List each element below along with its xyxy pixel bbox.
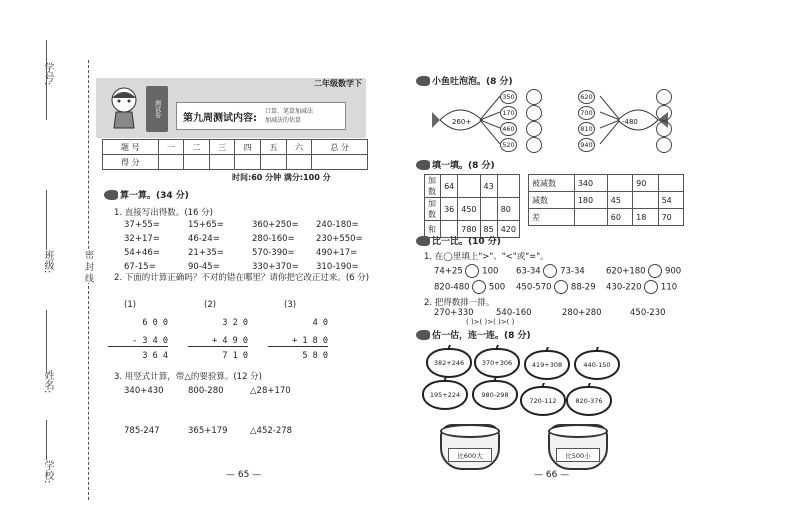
calc-result: 3 6 4 <box>142 351 168 361</box>
q2-label-1: (1) <box>124 300 137 310</box>
score-row-header <box>103 140 368 155</box>
apple-item[interactable]: 980-298 <box>472 380 518 410</box>
answer-circle[interactable] <box>656 89 672 105</box>
basket-rim <box>548 424 608 438</box>
score-cell: 总 分 <box>312 140 368 155</box>
q3-item: △452-278 <box>250 426 293 436</box>
compare-item: 74+25 100 <box>434 264 498 278</box>
name-label: 姓名: <box>42 370 53 394</box>
apple-item[interactable]: 195+224 <box>422 380 468 410</box>
topic-items <box>265 107 313 125</box>
q1-item: 32+17= <box>124 234 160 244</box>
compare-circle[interactable] <box>648 264 662 278</box>
section-4-title: 比一比。(10 分) <box>432 237 501 247</box>
bubble: 170 <box>500 106 517 120</box>
apple-item[interactable]: 382+246 <box>426 348 472 378</box>
topic-item: 加减法的估算 <box>265 117 302 124</box>
bubble: 350 <box>500 90 517 104</box>
compare-item: 450-570 88-29 <box>516 280 596 294</box>
fish-icon <box>416 236 430 246</box>
section-1-title: 算一算。(34 分) <box>120 191 189 201</box>
fish-icon <box>104 190 118 200</box>
apple-item[interactable]: 370+306 <box>474 348 520 378</box>
section-3-title: 填一填。(8 分) <box>432 161 495 171</box>
score-cell[interactable] <box>209 155 235 170</box>
answer-circle[interactable] <box>526 105 542 121</box>
q1-item: 21+35= <box>188 248 224 258</box>
compare-circle[interactable] <box>472 280 486 294</box>
basket-less-500[interactable] <box>548 424 608 470</box>
q1-item: 67-15= <box>124 262 156 272</box>
score-cell: 四 <box>235 140 261 155</box>
section-3-heading <box>416 158 495 171</box>
answer-circle[interactable] <box>526 121 542 137</box>
table-row: 差 60 18 70 <box>529 209 684 226</box>
calc-op: + 1 8 0 <box>268 336 328 347</box>
compare-item: 430-220 110 <box>606 280 677 294</box>
table-row: 加数 36 450 80 <box>425 198 520 221</box>
order-blanks[interactable]: ( )>( )>( )>( ) <box>466 318 515 326</box>
compare-circle[interactable] <box>543 264 557 278</box>
apple-item[interactable]: 720-112 <box>520 386 566 416</box>
basket-greater-600[interactable] <box>440 424 500 470</box>
apple-item[interactable]: 820-376 <box>566 386 612 416</box>
score-table <box>102 139 368 170</box>
answer-circle[interactable] <box>656 137 672 153</box>
score-cell: 一 <box>158 140 184 155</box>
apple-item[interactable]: 419+308 <box>524 350 570 380</box>
apple-item[interactable]: 440-150 <box>574 350 620 380</box>
vertical-calc-1 <box>108 318 168 361</box>
q1-item: 280-160= <box>252 234 295 244</box>
vertical-calc-3 <box>268 318 328 361</box>
q3-item: 340+430 <box>124 386 164 396</box>
time-score-meta: 时间:60 分钟 满分:100 分 <box>232 173 331 182</box>
q1-item: 46-24= <box>188 234 220 244</box>
calc-top: 4 0 <box>312 318 328 328</box>
binding-margin <box>42 60 93 510</box>
table-row: 加数 64 43 <box>425 175 520 198</box>
calc-top: 6 0 0 <box>142 318 168 328</box>
section-2-title: 小鱼吐泡泡。(8 分) <box>432 77 513 87</box>
fish-icon <box>416 76 430 86</box>
vertical-calc-2 <box>188 318 248 361</box>
mascot-icon <box>104 84 144 132</box>
answer-circle[interactable] <box>526 137 542 153</box>
score-cell[interactable] <box>235 155 261 170</box>
q1-item: 230+550= <box>316 234 363 244</box>
order-item: 450-230 <box>630 308 666 318</box>
q1-item: 54+46= <box>124 248 160 258</box>
section-1-heading <box>104 188 189 201</box>
fish-1-label: 260+ <box>452 118 472 126</box>
class-label: 班级: <box>42 250 53 274</box>
q1-item: 330+370= <box>252 262 299 272</box>
q3-title: 3. 用竖式计算，带△的要验算。(12 分) <box>114 372 263 382</box>
table-row: 被减数 340 90 <box>529 175 684 192</box>
basket-label: 比600大 <box>448 448 492 462</box>
bubble: 520 <box>500 138 517 152</box>
q1-item: 15+65= <box>188 220 224 230</box>
score-cell: 六 <box>286 140 312 155</box>
q1-item: 90-45= <box>188 262 220 272</box>
q1-item: 310-190= <box>316 262 359 272</box>
stamp-badge: 测试卷 <box>146 86 168 132</box>
score-cell: 五 <box>261 140 287 155</box>
fish-2-label: -480 <box>622 118 638 126</box>
q1-title: 1. 直接写出得数。(16 分) <box>114 208 213 218</box>
order-item: 270+330 <box>434 308 474 318</box>
bubble: 940 <box>578 138 595 152</box>
section-5-heading <box>416 328 531 341</box>
compare-item: 820-480 500 <box>434 280 505 294</box>
topic-box <box>176 102 346 130</box>
score-cell: 题 号 <box>103 140 159 155</box>
calc-result: 7 1 0 <box>222 351 248 361</box>
q4-1-title: 1. 在◯里填上">"、"<"或"="。 <box>424 252 549 262</box>
basket-label: 比500小 <box>556 448 600 462</box>
topic-title: 第九周测试内容: <box>183 112 257 124</box>
score-cell: 三 <box>209 140 235 155</box>
compare-item: 63-34 73-34 <box>516 264 585 278</box>
q2-title: 2. 下面的计算正确吗？不对的错在哪里？请你把它改正过来。(6 分) <box>114 273 370 283</box>
table-row: 和 780 85 420 <box>425 221 520 238</box>
bubble: 460 <box>500 122 517 136</box>
q2-label-2: (2) <box>204 300 217 310</box>
fish-icon <box>416 160 430 170</box>
score-cell: 二 <box>184 140 210 155</box>
compare-circle[interactable] <box>644 280 658 294</box>
page-number-right: — 66 — <box>534 470 570 480</box>
seal-line-text: 密 封 线 <box>83 250 93 283</box>
q4-2-title: 2. 把得数排一排。 <box>424 298 495 308</box>
calc-top: 3 2 0 <box>222 318 248 328</box>
order-item: 540-160 <box>496 308 532 318</box>
fish-icon <box>416 330 430 340</box>
section-5-title: 估一估，连一连。(8 分) <box>432 331 531 341</box>
school-label: 学校: <box>42 460 53 484</box>
grade-label: 二年级数学下 <box>314 79 362 88</box>
score-cell[interactable] <box>158 155 184 170</box>
score-cell[interactable] <box>312 155 368 170</box>
score-cell[interactable] <box>286 155 312 170</box>
q3-item: 785-247 <box>124 426 160 436</box>
score-row-values <box>103 155 368 170</box>
page-number-left: — 65 — <box>226 470 262 480</box>
q3-item: 365+179 <box>188 426 228 436</box>
answer-circle[interactable] <box>656 105 672 121</box>
order-item: 280+280 <box>562 308 602 318</box>
bubble: 810 <box>578 122 595 136</box>
table-row: 减数 180 45 54 <box>529 192 684 209</box>
bubble: 620 <box>578 90 595 104</box>
calc-op: - 3 4 0 <box>108 336 168 347</box>
compare-item: 620+180 900 <box>606 264 681 278</box>
score-cell[interactable] <box>261 155 287 170</box>
q1-grid <box>124 220 380 272</box>
answer-circle[interactable] <box>656 121 672 137</box>
q2-label-3: (3) <box>284 300 297 310</box>
compare-circle[interactable] <box>465 264 479 278</box>
basket-rim <box>440 424 500 438</box>
q1-item: 360+250= <box>252 220 299 230</box>
calc-result: 5 8 0 <box>302 351 328 361</box>
score-cell: 得 分 <box>103 155 159 170</box>
add-table <box>424 174 520 238</box>
sub-table <box>528 174 684 226</box>
q1-item: 240-180= <box>316 220 359 230</box>
section-4-heading <box>416 234 501 247</box>
week-header <box>96 78 366 138</box>
topic-item: 口算、笔算加减法 <box>265 108 314 115</box>
q1-item: 570-390= <box>252 248 295 258</box>
q3-item: △28+170 <box>250 386 291 396</box>
student-id-label: 学号: <box>42 62 53 86</box>
q1-item: 490+17= <box>316 248 358 258</box>
answer-circle[interactable] <box>526 89 542 105</box>
q3-item: 800-280 <box>188 386 224 396</box>
score-cell[interactable] <box>184 155 210 170</box>
calc-op: + 4 9 0 <box>188 336 248 347</box>
q1-item: 37+55= <box>124 220 160 230</box>
compare-circle[interactable] <box>554 280 568 294</box>
bubble: 700 <box>578 106 595 120</box>
